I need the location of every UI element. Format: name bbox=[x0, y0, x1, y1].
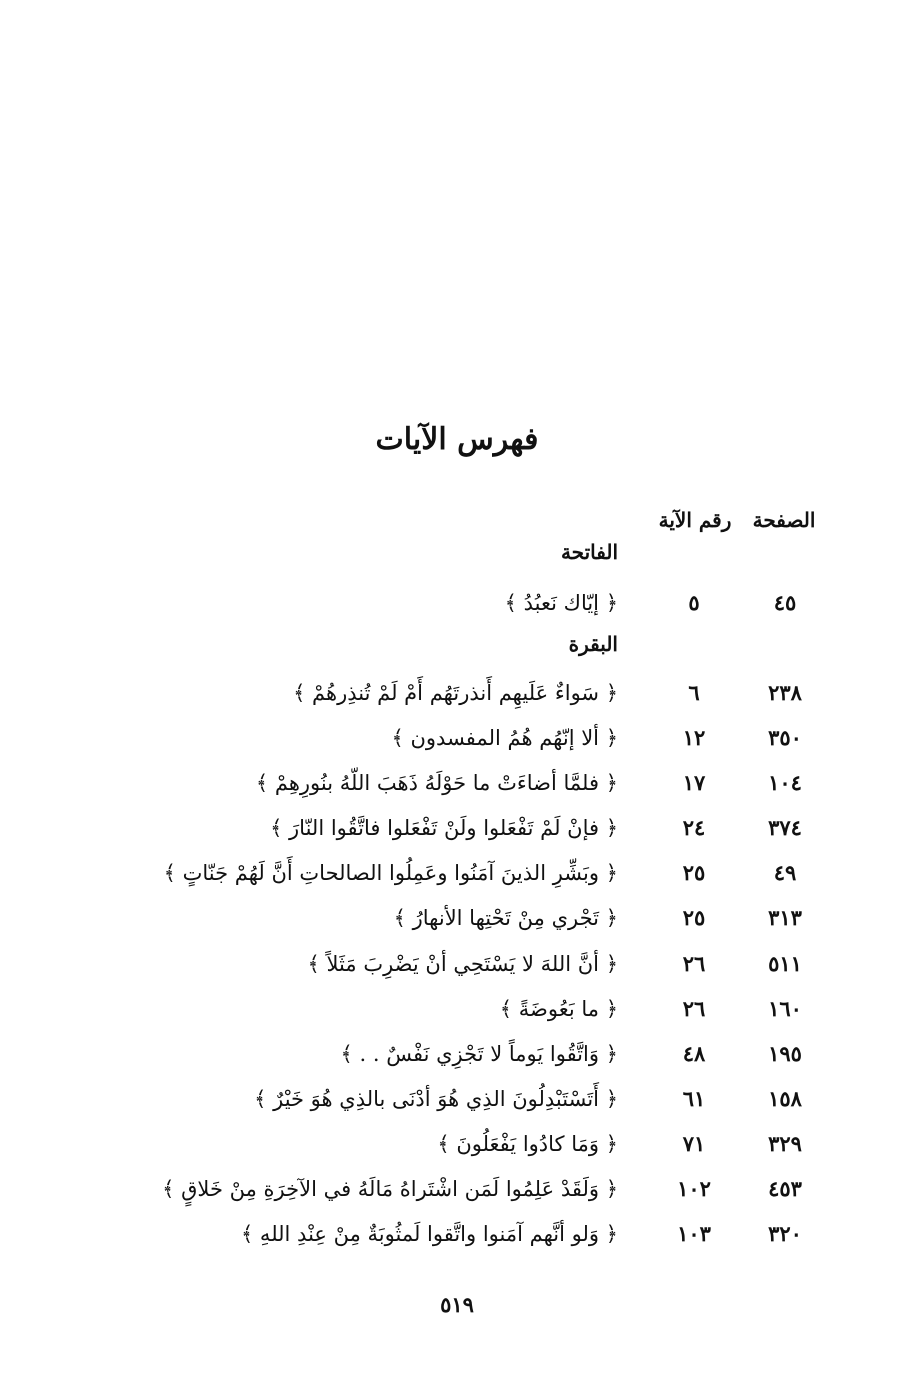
row-ayah-text: ﴿ ما بَعُوضَةً ﴾ bbox=[499, 997, 618, 1021]
row-page-number: ١٩٥ bbox=[768, 1041, 802, 1066]
row-ayah-number: ٧١ bbox=[682, 1131, 706, 1156]
page-title: فهرس الآيات bbox=[375, 422, 539, 457]
row-ayah-number: ٦١ bbox=[682, 1086, 706, 1111]
row-page-number: ٣٥٠ bbox=[768, 725, 802, 750]
row-page-number: ١٥٨ bbox=[768, 1086, 802, 1111]
row-ayah-text: ﴿ سَواءٌ عَلَيهِم أَنذرتَهُم أَمْ لَمْ تُنذِرهُمْ ﴾ bbox=[293, 681, 618, 705]
row-ayah-number: ١٠٣ bbox=[677, 1221, 711, 1246]
row-ayah-number: ١٢ bbox=[682, 725, 706, 750]
index-row bbox=[0, 583, 914, 623]
row-ayah-text: ﴿ أَتَسْتَبْدِلُونَ الذِي هُوَ أدْنَى بالذِي هُوَ خَيْرٌ ﴾ bbox=[254, 1087, 618, 1111]
row-ayah-text: ﴿ ألا إنّهُم هُمُ المفسدون ﴾ bbox=[391, 726, 618, 750]
row-page-number: ٥١١ bbox=[768, 951, 802, 976]
row-page-number: ٣٧٤ bbox=[768, 815, 802, 840]
surah-heading-baqara: البقرة bbox=[568, 632, 618, 656]
row-ayah-text: ﴿ وَلو أنَّهم آمَنوا واتَّقوا لَمثُوبَةٌ مِنْ عِنْدِ اللهِ ﴾ bbox=[240, 1222, 618, 1246]
index-row bbox=[0, 989, 914, 1029]
row-page-number: ١٠٤ bbox=[768, 770, 802, 795]
row-ayah-number: ٢٥ bbox=[682, 860, 706, 885]
row-page-number: ٣٢٩ bbox=[768, 1131, 802, 1156]
row-ayah-text: ﴿ وَاتَّقُوا يَوماً لا تَجْزِي نَفْسٌ . . ﴾ bbox=[340, 1042, 618, 1066]
index-row bbox=[0, 853, 914, 893]
row-ayah-text: ﴿ فإنْ لَمْ تَفْعَلوا ولَنْ تَفْعَلوا فاتَّقُوا النّارَ ﴾ bbox=[270, 816, 618, 840]
row-page-number: ٤٥ bbox=[773, 590, 797, 615]
header-page: الصفحة bbox=[752, 508, 816, 532]
row-ayah-number: ٤٨ bbox=[682, 1041, 706, 1066]
index-row bbox=[0, 1034, 914, 1074]
row-ayah-text: ﴿ فلمَّا أضاءَتْ ما حَوْلَهُ ذَهَبَ اللّهُ بنُورِهِمْ ﴾ bbox=[255, 771, 618, 795]
index-row bbox=[0, 718, 914, 758]
row-ayah-text: ﴿ وبَشِّرِ الذينَ آمَنُوا وعَمِلُوا الصالحاتِ أَنَّ لَهُمْ جَنّاتٍ ﴾ bbox=[163, 861, 618, 885]
row-ayah-number: ١٠٢ bbox=[677, 1176, 711, 1201]
index-row bbox=[0, 1079, 914, 1119]
row-ayah-number: ٢٦ bbox=[682, 951, 706, 976]
row-page-number: ٣١٣ bbox=[768, 905, 802, 930]
index-row bbox=[0, 673, 914, 713]
index-row bbox=[0, 1169, 914, 1209]
row-page-number: ٣٢٠ bbox=[768, 1221, 802, 1246]
row-ayah-text: ﴿ إيّاك نَعبُدُ ﴾ bbox=[504, 591, 618, 615]
row-page-number: ١٦٠ bbox=[768, 996, 802, 1021]
index-row bbox=[0, 808, 914, 848]
row-ayah-number: ٦ bbox=[688, 680, 700, 705]
index-row bbox=[0, 944, 914, 984]
row-ayah-text: ﴿ تَجْري مِنْ تَحْتِها الأنهارُ ﴾ bbox=[393, 906, 618, 930]
row-page-number: ٤٩ bbox=[773, 860, 797, 885]
index-row bbox=[0, 1214, 914, 1254]
index-row bbox=[0, 1124, 914, 1164]
index-row bbox=[0, 763, 914, 803]
row-ayah-text: ﴿ وَلَقَدْ عَلِمُوا لَمَن اشْتَراهُ مَالَهُ في الآخِرَةِ مِنْ خَلاقٍ ﴾ bbox=[162, 1177, 618, 1201]
row-page-number: ٢٣٨ bbox=[768, 680, 802, 705]
index-row bbox=[0, 898, 914, 938]
row-ayah-number: ٢٥ bbox=[682, 905, 706, 930]
header-ayah-number: رقم الآية bbox=[658, 508, 732, 532]
row-ayah-text: ﴿ أنَّ اللهَ لا يَسْتَحِي أنْ يَضْرِبَ مَثَلاً ﴾ bbox=[307, 952, 618, 976]
row-page-number: ٤٥٣ bbox=[768, 1176, 802, 1201]
row-ayah-number: ٢٤ bbox=[682, 815, 706, 840]
page-number: ٥١٩ bbox=[440, 1292, 474, 1317]
row-ayah-text: ﴿ وَمَا كادُوا يَفْعَلُونَ ﴾ bbox=[437, 1132, 618, 1156]
surah-heading-fatiha: الفاتحة bbox=[560, 540, 618, 564]
row-ayah-number: ٥ bbox=[688, 590, 700, 615]
row-ayah-number: ٢٦ bbox=[682, 996, 706, 1021]
row-ayah-number: ١٧ bbox=[682, 770, 706, 795]
column-headers bbox=[0, 508, 914, 544]
